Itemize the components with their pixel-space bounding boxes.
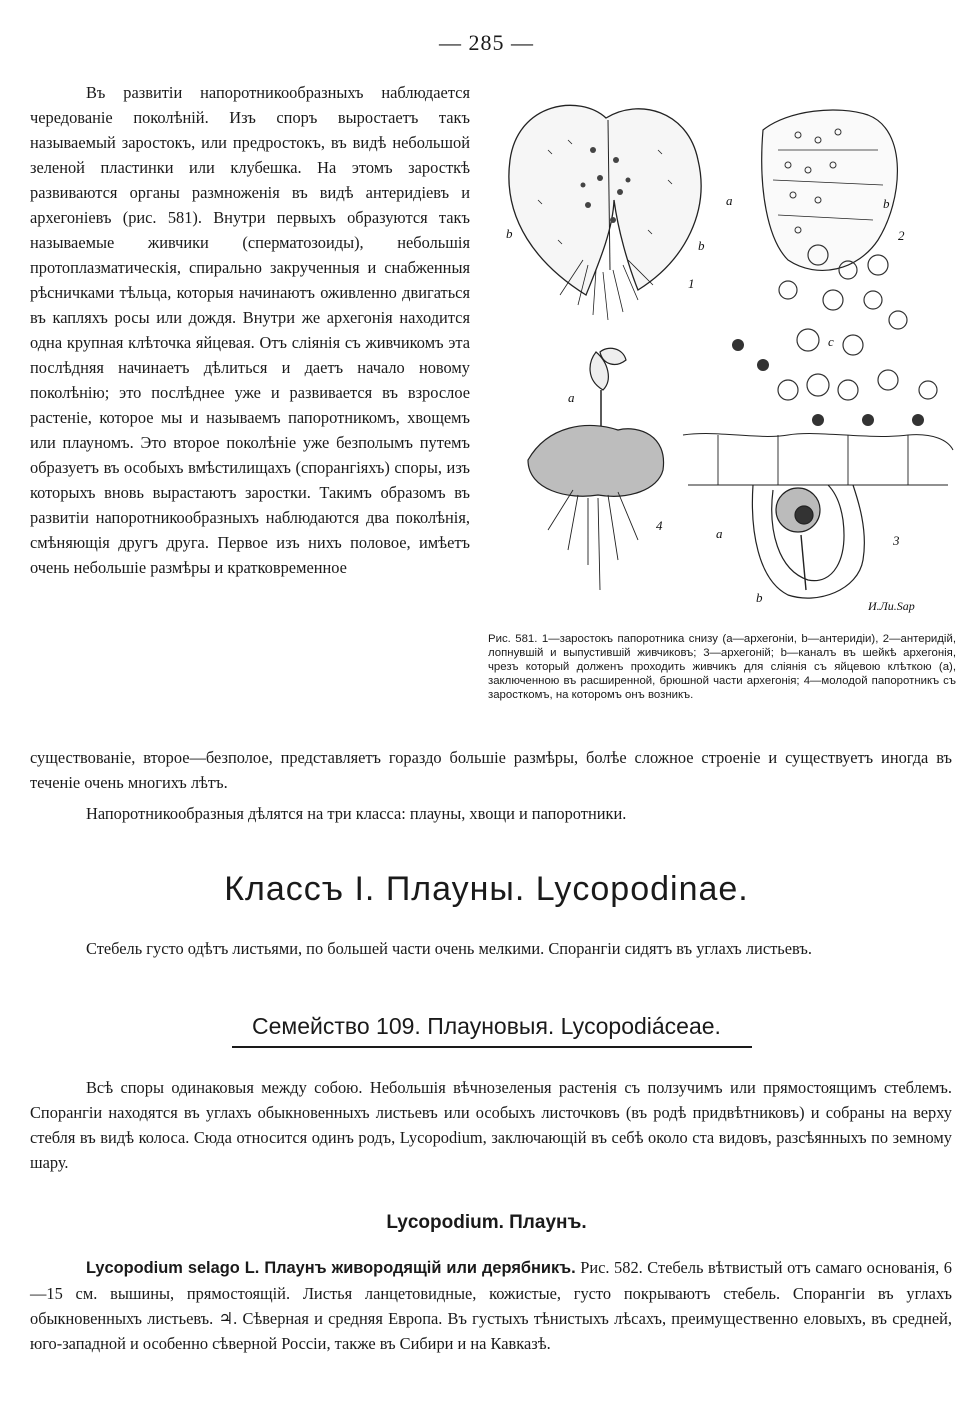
figure-label-num1: 1: [688, 276, 695, 291]
archegonium-drawing: [683, 434, 953, 599]
page-number: — 285 —: [439, 30, 534, 55]
family-description: Всѣ споры одинаковыя между собою. Небольшія вѣчнозеленыя растенія съ ползучимъ или прямостоящимъ стеблемъ. Спорангіи находятся въ углахъ обыкновенныхъ листьевъ или особыхъ листочковъ (въ родѣ придвѣтниковъ) и собраны на верху стебля въ видѣ колоса. Сюда относится одинъ родъ, Lycopodium, заключающій въ себѣ около ста видовъ, разсѣянныхъ по земному шару.: [30, 1078, 952, 1172]
species-description: Рис. 582. Стебель вѣтвистый отъ самаго основанія, 6—15 см. вышины, прямостоящій. Листья ланцетовидные, кожистые, густо покрываютъ стебель. Спорангіи въ углахъ обыкновенныхъ листьевъ. ♃. Сѣверная и средняя Европа. Въ густыхъ тѣнистыхъ лѣсахъ, преимущественно еловыхъ, въ средней, юго-западной и особенно сѣверной Россіи, также въ Сибири и на Кавказѣ.: [30, 1258, 952, 1353]
figure-label-num3: 3: [893, 533, 900, 548]
species-name: Lycopodium selago L. Плаунъ живородящій или дерябникъ.: [86, 1259, 576, 1277]
figure-581-illustration: [488, 90, 958, 630]
intro-continuation: [30, 745, 952, 795]
intro-column: [30, 80, 470, 580]
figure-caption: Рис. 581. 1—заростокъ папоротника снизу (a—архегоніи, b—антеридіи), 2—антеридій, лопнувшій и выпустившій живчиковъ; 3—архегоній; b—каналъ въ шейкѣ архегонія, чрезъ который долженъ проходить живчикъ для сліянія съ яйцевою клѣткою (a), заключенною въ расширенной, брюшной части архегонія; 4—молодой папоротникъ съ заросткомъ, на которомъ онъ возникъ.: [488, 633, 956, 701]
figure-label-num2: 2: [898, 228, 905, 243]
figure-581: [488, 90, 958, 630]
young-fern-drawing: [528, 348, 664, 590]
family-heading-underline: [232, 1046, 752, 1048]
antheridium-drawing: [732, 110, 937, 426]
figure-label-num4: 4: [656, 518, 663, 533]
intro-paragraph: Въ развитіи напоротникообразныхъ наблюдается чередованіе поколѣній. Изъ споръ выростаетъ такъ называемый заростокъ, или предростокъ, въ видѣ небольшой зеленой пластинки или клубешка. На этомъ заросткѣ развиваются органы размноженія въ видѣ антеридіевъ и архегоніевъ (рис. 581). Внутри первыхъ образуются такъ называемые живчики (сперматозоиды), небольшія протоплазматическія, спирально закрученныя и снабженныя рѣсничками тѣльца, которыя начинаютъ оживленно двигаться въ капляхъ росы или дождя. Внутри же архегонія находится одна крупная клѣточка яйцевая. Отъ сліянія съ живчикомъ эта послѣдняя начинаетъ дѣлиться и даетъ начало новому поколѣнію; это послѣднее уже и развивается въ взрослое растеніе, которое мы и называемъ папоротникомъ, хвощемъ или плауномъ. Это второе поколѣніе уже безполымъ путемъ образуетъ въ особыхъ вмѣстилищахъ (спорангіяхъ) споры, изъ которыхъ вновь вырастаютъ заростки. Такимъ образомъ въ развитіи напоротникообразныхъ наблюдаются два поколѣнія, смѣняющія другъ друга. Первое изъ нихъ половое, имѣетъ очень небольшіе размѣры и кратковременное: [30, 83, 470, 577]
figure-label-a2: a: [568, 390, 575, 405]
species-entry: [30, 1255, 952, 1356]
figure-label-a3: a: [716, 526, 723, 541]
figure-label-a1: a: [726, 193, 733, 208]
classes-summary: Напоротникообразныя дѣлятся на три класса: плауны, хвощи и папоротники.: [86, 804, 627, 823]
figure-label-b3: b: [883, 196, 890, 211]
class-description: Стебель густо одѣтъ листьями, по большей части очень мелкими. Спорангіи сидятъ въ углахъ листьевъ.: [86, 939, 812, 958]
figure-signature: И.Ли.Sap: [868, 599, 915, 613]
figure-label-b4: b: [756, 590, 763, 605]
figure-label-c: c: [828, 334, 834, 349]
figure-label-b1: b: [506, 226, 513, 241]
genus-heading: Lycopodium. Плаунъ.: [386, 1212, 587, 1233]
figure-label-b2: b: [698, 238, 705, 253]
intro-continuation-text: существованіе, второе—безполое, представляетъ гораздо большіе размѣры, болѣе сложное строеніе и существуетъ иногда въ теченіе очень многихъ лѣтъ.: [30, 748, 952, 792]
prothallus-drawing: [509, 105, 701, 320]
class-heading: Классъ I. Плауны. Lycopodinae.: [224, 870, 749, 908]
family-heading: Семейство 109. Плауновыя. Lycopodiáceae.: [252, 1013, 721, 1039]
